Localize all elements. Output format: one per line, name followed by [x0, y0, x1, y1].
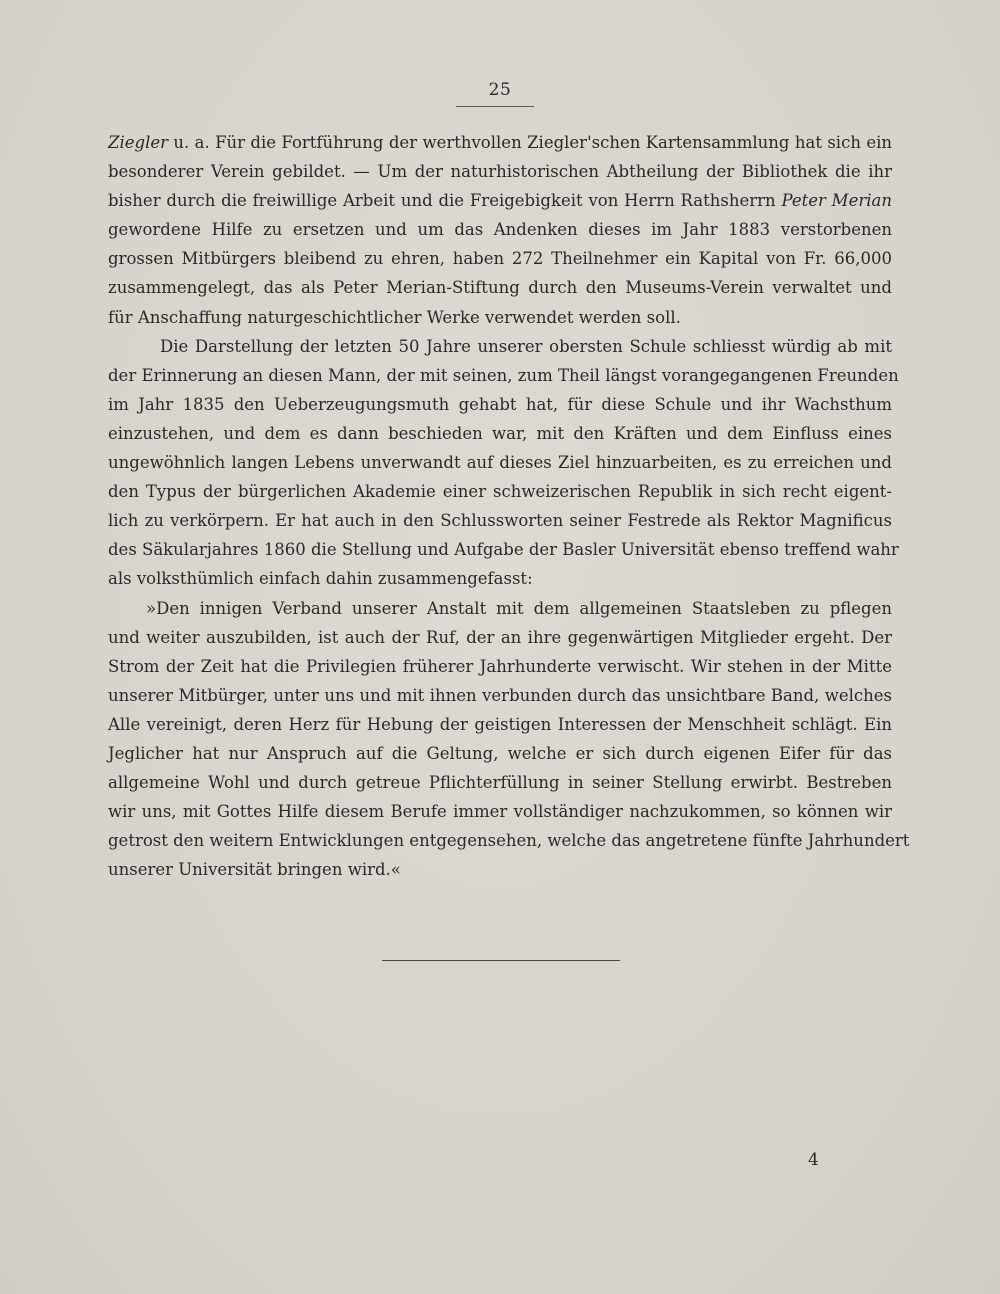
text-line: unserer Mitbürger, unter uns und mit ihnen verbunden durch das unsichtbare Band, welches — [108, 685, 892, 705]
text-line: getrost den weitern Entwicklungen entgegensehen, welche das angetretene fünfte Jahrhundert — [108, 831, 910, 851]
text-line: des Säkularjahres 1860 die Stellung und Aufgabe der Basler Universität ebenso treffend wahr — [108, 540, 899, 560]
section-end-rule — [382, 960, 620, 961]
signature-mark: 4 — [808, 1150, 819, 1170]
text-line: als volksthümlich einfach dahin zusammengefasst: — [108, 569, 533, 589]
text-line: den Typus der bürgerlichen Akademie einer schweizerischen Republik in sich recht eigent- — [108, 482, 892, 502]
header-rule — [456, 106, 534, 107]
text-line: grossen Mitbürgers bleibend zu ehren, haben 272 Theilnehmer ein Kapital von Fr. 66,000 — [108, 249, 892, 269]
text-line: zusammengelegt, das als Peter Merian-Stiftung durch den Museums-Verein verwaltet und — [108, 278, 892, 298]
body-text — [108, 128, 910, 884]
text-line: allgemeine Wohl und durch getreue Pflichterfüllung in seiner Stellung erwirbt. Bestreben — [108, 773, 892, 793]
paragraph-1 — [108, 128, 892, 332]
text-line: lich zu verkörpern. Er hat auch in den Schlussworten seiner Festrede als Rektor Magnificus — [108, 511, 892, 531]
text-line: einzustehen, und dem es dann beschieden war, mit den Kräften und dem Einfluss eines — [108, 423, 892, 443]
text-line: für Anschaffung naturgeschichtlicher Werke verwendet werden soll. — [108, 307, 681, 327]
text-line: Strom der Zeit hat die Privilegien früherer Jahrhunderte verwischt. Wir stehen in der Mitte — [108, 656, 892, 676]
text-line: Ziegler u. a. Für die Fortführung der werthvollen Ziegler'schen Kartensammlung hat sich ein — [108, 133, 892, 152]
page-number: 25 — [488, 80, 512, 100]
text-line: im Jahr 1835 den Ueberzeugungsmuth gehabt hat, für diese Schule und ihr Wachsthum — [108, 394, 892, 414]
italic-name: Ziegler — [108, 133, 168, 152]
text-line: Alle vereinigt, deren Herz für Hebung der geistigen Interessen der Menschheit schlägt. Ein — [108, 714, 892, 734]
text-line: besonderer Verein gebildet. — Um der naturhistorischen Abtheilung der Bibliothek die ihr — [108, 162, 892, 182]
text-line: unserer Universität bringen wird.« — [108, 860, 401, 880]
italic-name: Peter Merian — [781, 191, 892, 211]
text-line: bisher durch die freiwillige Arbeit und die Freigebigkeit von Herrn Rathsherrn Peter Merian — [108, 191, 892, 211]
paragraph-2 — [108, 332, 899, 594]
text-line: »Den innigen Verband unserer Anstalt mit dem allgemeinen Staatsleben zu pflegen — [146, 598, 892, 618]
text-line: gewordene Hilfe zu ersetzen und um das Andenken dieses im Jahr 1883 verstorbenen — [108, 220, 892, 240]
text-line: der Erinnerung an diesen Mann, der mit seinen, zum Theil längst vorangegangenen Freunden — [108, 365, 899, 385]
text-line: wir uns, mit Gottes Hilfe diesem Berufe immer vollständiger nachzukommen, so können wir — [108, 802, 892, 822]
text-line: Die Darstellung der letzten 50 Jahre unserer obersten Schule schliesst würdig ab mit — [160, 336, 892, 356]
paragraph-3-quote — [108, 594, 910, 885]
text-line: ungewöhnlich langen Lebens unverwandt auf dieses Ziel hinzuarbeiten, es zu erreichen und — [108, 453, 892, 473]
text-line: und weiter auszubilden, ist auch der Ruf, der an ihre gegenwärtigen Mitglieder ergeht. Der — [108, 627, 892, 647]
text-line: Jeglicher hat nur Anspruch auf die Geltung, welche er sich durch eigenen Eifer für das — [108, 743, 892, 763]
